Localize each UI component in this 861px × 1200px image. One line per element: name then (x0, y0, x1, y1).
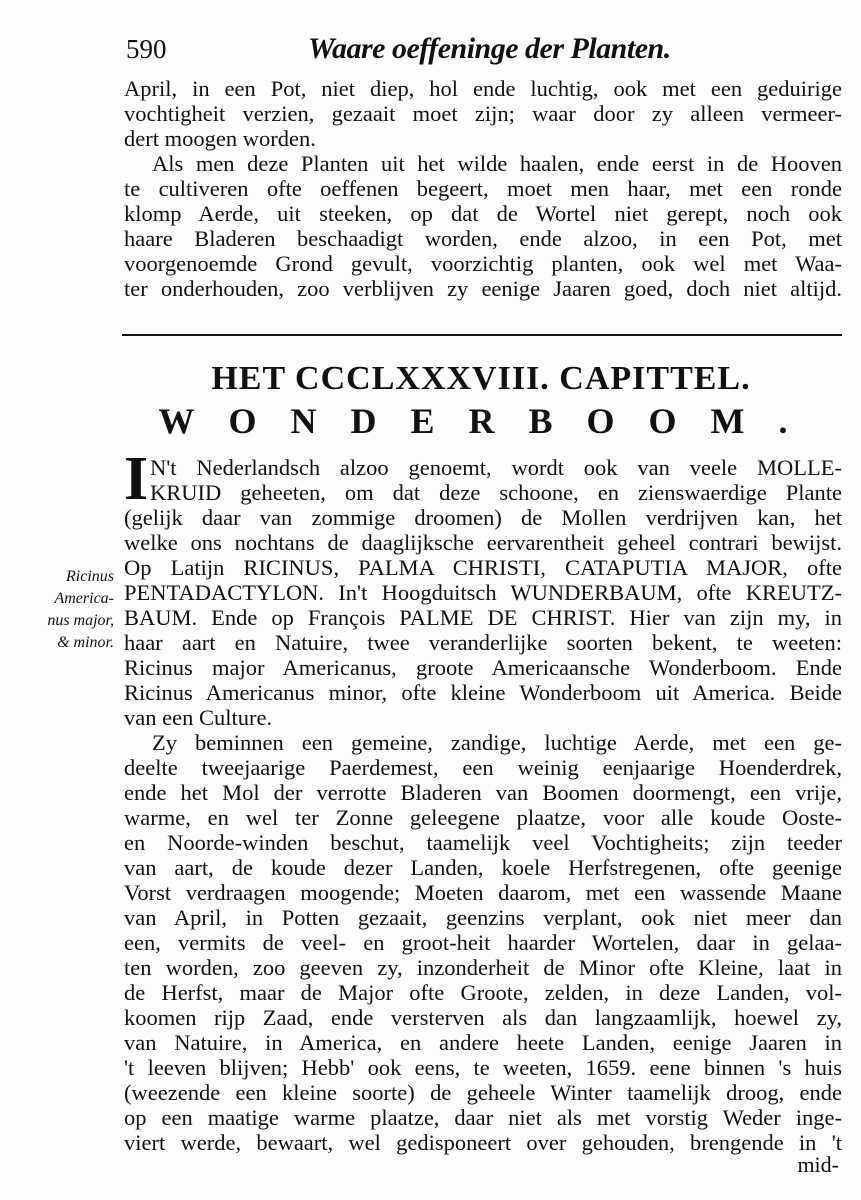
page-header (122, 28, 682, 74)
text-line: Ricinus Americanus minor, ofte kleine Wonderboom uit America. Beide (124, 680, 842, 705)
text-line: welke ons nochtans de daaglijksche eervarentheit geheel contrari bewijst. (124, 530, 842, 555)
text-line: een, vermits de veel- en groot-heit haarder Wortelen, daar in gelaa- (124, 930, 842, 955)
drop-cap: I (124, 445, 149, 513)
text-line: 't leeven blijven; Hebb' ook eens, te weeten, 1659. eene binnen 's huis (124, 1055, 842, 1080)
text-line: ten worden, zoo geeven zy, inzonderheit de Minor ofte Kleine, laat in (124, 955, 842, 980)
first-paragraph (124, 505, 842, 730)
text-line: viert werde, bewaart, wel gedisponeert over gehouden, brengende in 't (124, 1130, 842, 1155)
second-paragraph (124, 730, 842, 1155)
margin-note-line: Ricinus (66, 568, 114, 585)
text-line: KRUID geheeten, om dat deze schoone, en zienswaerdige Plante (150, 480, 842, 505)
text-line: Zy beminnen een gemeine, zandige, luchtige Aerde, met een ge- (152, 730, 842, 755)
text-line: dert moogen worden. (124, 126, 316, 151)
top-paragraph (124, 76, 842, 301)
page-number: 590 (126, 34, 167, 64)
text-line: haare Bladeren beschaadigt worden, ende alzoo, in een Pot, met (124, 226, 842, 251)
text-line: Op Latijn RICINUS, PALMA CHRISTI, CATAPUTIA MAJOR, ofte (124, 555, 842, 580)
text-line: op een maatige warme plaatze, daar niet als met vorstig Weder inge- (124, 1105, 842, 1130)
text-line: Als men deze Planten uit het wilde haalen, ende eerst in de Hooven (152, 151, 842, 176)
text-line: BAUM. Ende op François PALME DE CHRIST. Hier van zijn my, in (124, 605, 842, 630)
intro-lines-beside-dropcap (150, 455, 842, 505)
text-line: en Noorde-winden beschut, taamelijk veel Vochtigheits; zijn teeder (124, 830, 842, 855)
chapter-heading: HET CCCLXXXVIII. CAPITTEL. (211, 360, 751, 397)
margin-note-line: nus major, (47, 612, 114, 629)
text-line: (weezende een kleine soorte) de geheele Winter taamelijk droog, ende (124, 1080, 842, 1105)
text-line: van Natuire, in America, en andere heete Landen, eenige Jaaren in (124, 1030, 842, 1055)
text-line: koomen rijp Zaad, ende versterven als dan langzaamlijk, hoewel zy, (124, 1005, 842, 1030)
text-line: Ricinus major Americanus, groote Americaansche Wonderboom. Ende (124, 655, 842, 680)
text-line: vochtigheit verzien, gezaait moet zijn; waar door zy alleen vermeer- (124, 101, 842, 126)
text-line: deelte tweejaarige Paerdemest, een weinig eenjaarige Hoenderdrek, (124, 755, 842, 780)
text-line: ende het Mol der verrotte Bladeren van Boomen doormengt, een vrije, (124, 780, 842, 805)
text-line: warme, en wel ter Zonne geleegene plaatze, voor alle koude Ooste- (124, 805, 842, 830)
running-title: Waare oeffeninge der Planten. (308, 32, 671, 65)
text-line: klomp Aerde, uit steeken, op dat de Wortel niet gerept, noch ook (124, 201, 842, 226)
text-line: van een Culture. (124, 705, 273, 730)
text-line: van aart, de koude dezer Landen, koele Herfstregenen, ofte geenige (124, 855, 842, 880)
text-line: N't Nederlandsch alzoo genoemt, wordt ook van veele MOLLE- (150, 455, 842, 480)
catchword: mid- (797, 1152, 839, 1177)
text-line: PENTADACTYLON. In't Hoogduitsch WUNDERBAUM, ofte KREUTZ- (124, 580, 842, 605)
margin-note (14, 566, 114, 654)
text-line: voorgenoemde Grond gevult, voorzichtig planten, ook wel met Waa- (124, 251, 842, 276)
text-line: April, in een Pot, niet diep, hol ende luchtig, ook met een geduirige (124, 76, 842, 101)
section-divider (122, 334, 842, 336)
text-line: van April, in Potten gezaait, geenzins verplant, ook niet meer dan (124, 905, 842, 930)
text-line: Vorst verdraagen moogende; Moeten daarom, met een wassende Maane (124, 880, 842, 905)
text-line: haar aart en Natuire, twee veranderlijke soorten bekent, te weeten: (124, 630, 842, 655)
text-line: te cultiveren ofte oeffenen begeert, moet men haar, met een ronde (124, 176, 842, 201)
text-line: de Herfst, maar de Major ofte Groote, zelden, in deze Landen, vol- (124, 980, 842, 1005)
margin-note-line: America- (54, 590, 114, 607)
chapter-title: WONDERBOOM. (158, 401, 822, 441)
text-line: ter onderhouden, zoo verblijven zy eenige Jaaren goed, doch niet altijd. (124, 276, 842, 301)
text-line: (gelijk daar van zommige droomen) de Mollen verdrijven kan, het (124, 505, 842, 530)
margin-note-line: & minor. (57, 634, 114, 651)
